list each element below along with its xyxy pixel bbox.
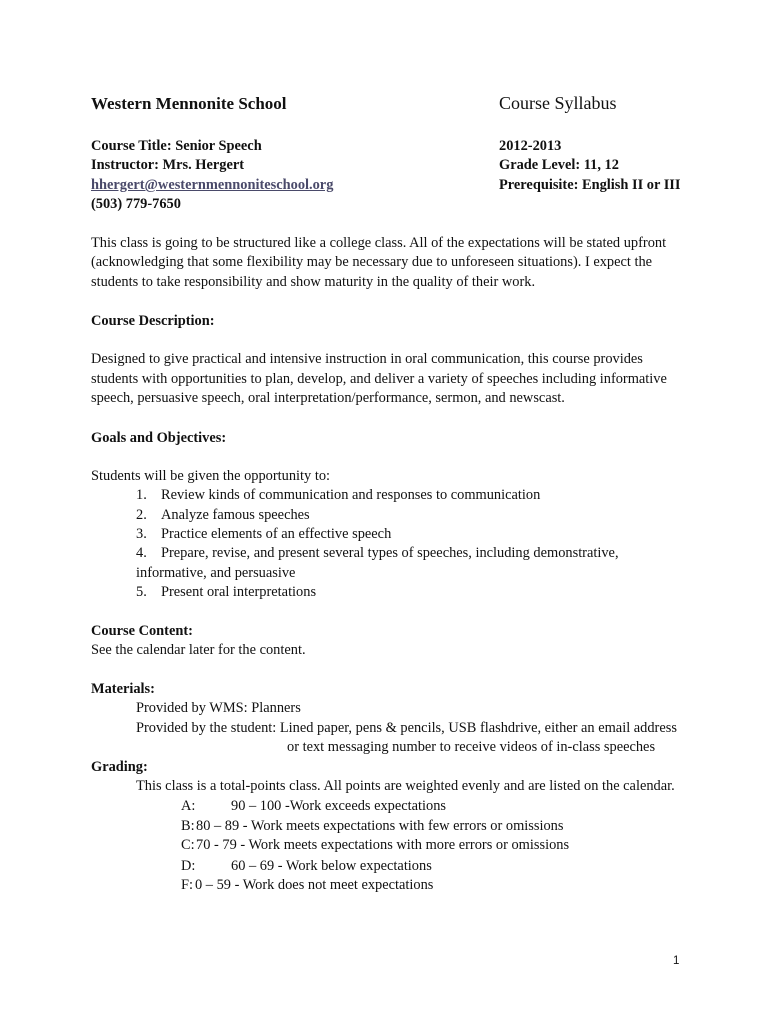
grade-scale-row bbox=[181, 876, 433, 896]
goal-text: Present oral interpretations bbox=[161, 584, 317, 600]
school-name: Western Mennonite School bbox=[91, 94, 287, 113]
grade-letter: D: bbox=[181, 858, 196, 874]
grade-scale-row bbox=[181, 836, 569, 856]
goal-number: 3. bbox=[136, 526, 147, 542]
grade-letter: C: bbox=[181, 837, 195, 853]
goal-text: Practice elements of an effective speech bbox=[161, 526, 392, 542]
instructor-email-link[interactable]: hhergert@westernmennoniteschool.org bbox=[91, 177, 334, 193]
materials-wms: Provided by WMS: Planners bbox=[136, 700, 301, 716]
goal-item bbox=[136, 544, 619, 564]
instructor: Instructor: Mrs. Hergert bbox=[91, 157, 245, 173]
instructor-phone: (503) 779-7650 bbox=[91, 196, 181, 212]
goal-item bbox=[136, 583, 316, 603]
goals-lead: Students will be given the opportunity to: bbox=[91, 468, 331, 484]
goal-text: Prepare, revise, and present several types of speeches, including demonstrative, bbox=[161, 545, 619, 561]
grade-range: 0 – 59 - Work does not meet expectations bbox=[195, 877, 434, 893]
grade-letter: F: bbox=[181, 877, 194, 893]
grade-scale-row bbox=[181, 797, 446, 817]
goal-text: Analyze famous speeches bbox=[161, 507, 310, 523]
goal-item bbox=[136, 486, 540, 506]
prerequisite: Prerequisite: English II or III bbox=[499, 177, 681, 193]
intro-line: students to take responsibility and show maturity in the quality of their work. bbox=[91, 274, 536, 290]
materials-student: Provided by the student: Lined paper, pens & pencils, USB flashdrive, either an email address bbox=[136, 720, 677, 736]
description-line: speech, persuasive speech, oral interpretation/performance, sermon, and newscast. bbox=[91, 390, 565, 406]
goal-item bbox=[136, 525, 391, 545]
grading-heading: Grading: bbox=[91, 759, 148, 775]
page-number: 1 bbox=[673, 955, 680, 967]
goal-item-continuation: informative, and persuasive bbox=[136, 565, 296, 581]
grade-letter: A: bbox=[181, 798, 196, 814]
goal-number: 5. bbox=[136, 584, 147, 600]
grade-range: 70 - 79 - Work meets expectations with more errors or omissions bbox=[196, 837, 570, 853]
course-content-heading: Course Content: bbox=[91, 623, 193, 639]
document-type-title: Course Syllabus bbox=[499, 93, 617, 113]
goal-number: 1. bbox=[136, 487, 147, 503]
goal-number: 4. bbox=[136, 545, 147, 561]
goal-item bbox=[136, 506, 310, 526]
goal-text: Review kinds of communication and responses to communication bbox=[161, 487, 541, 503]
grading-intro: This class is a total-points class. All points are weighted evenly and are listed on the calendar. bbox=[136, 778, 675, 794]
course-description-heading: Course Description: bbox=[91, 313, 215, 329]
course-title: Course Title: Senior Speech bbox=[91, 138, 262, 154]
course-content-text: See the calendar later for the content. bbox=[91, 642, 306, 658]
goal-number: 2. bbox=[136, 507, 147, 523]
grade-letter: B: bbox=[181, 818, 195, 834]
grade-range: 80 – 89 - Work meets expectations with few errors or omissions bbox=[196, 818, 564, 834]
intro-line: (acknowledging that some flexibility may be necessary due to unforeseen situations). I expect the bbox=[91, 254, 653, 270]
materials-student-continuation: or text messaging number to receive videos of in-class speeches bbox=[287, 739, 656, 755]
grade-scale-row bbox=[181, 817, 563, 837]
description-line: students with opportunities to plan, develop, and deliver a variety of speeches including informative bbox=[91, 371, 667, 387]
grade-scale-row bbox=[181, 857, 432, 877]
description-line: Designed to give practical and intensive instruction in oral communication, this course provides bbox=[91, 351, 643, 367]
grade-range: 90 – 100 -Work exceeds expectations bbox=[231, 798, 447, 814]
goals-heading: Goals and Objectives: bbox=[91, 430, 227, 446]
intro-line: This class is going to be structured like a college class. All of the expectations will be stated upfront bbox=[91, 235, 667, 251]
grade-range: 60 – 69 - Work below expectations bbox=[231, 858, 432, 874]
school-year: 2012-2013 bbox=[499, 138, 562, 154]
grade-level: Grade Level: 11, 12 bbox=[499, 157, 619, 173]
materials-heading: Materials: bbox=[91, 681, 155, 697]
